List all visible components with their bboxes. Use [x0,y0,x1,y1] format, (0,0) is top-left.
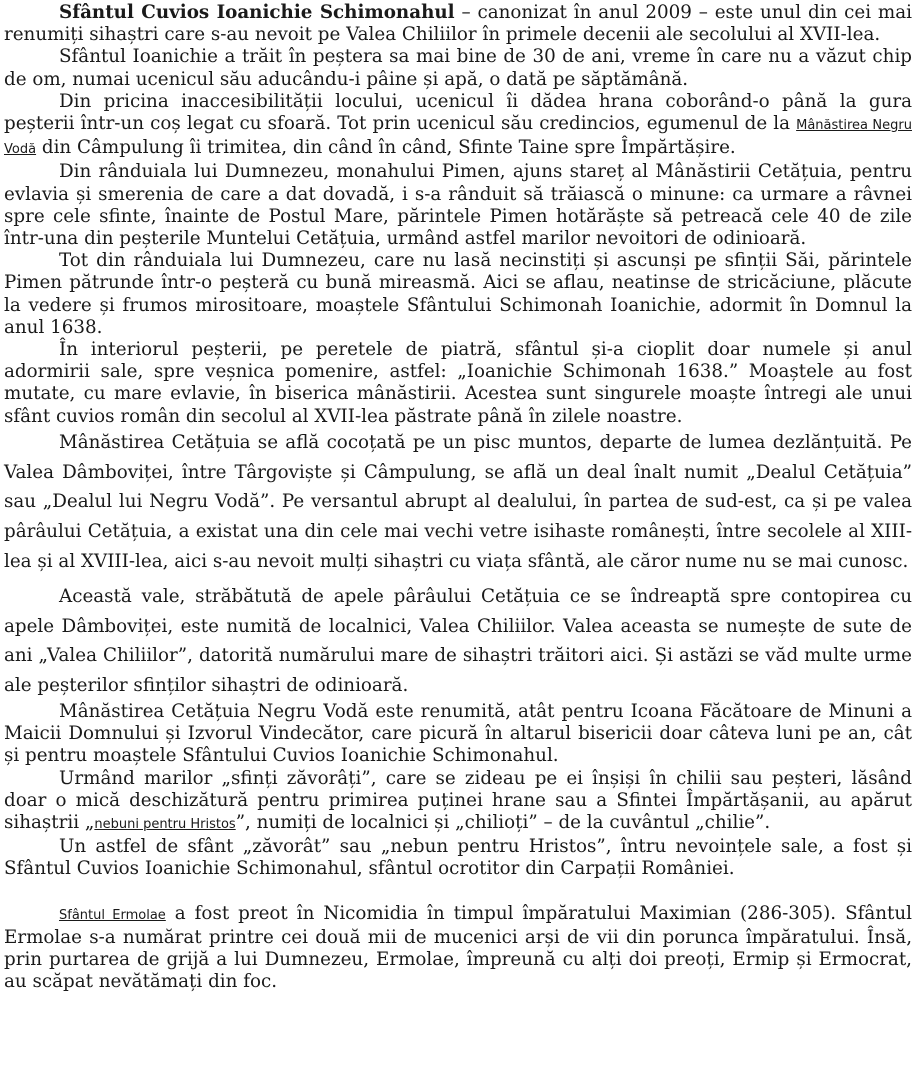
paragraph-inscription: În interiorul peșterii, pe peretele de piatră, sfântul și-a cioplit doar numele și anul adormirii sale, spre veșnica pomenire, astfel: „Ioanichie Schimonah 1638.” Moaștele au fost mutate, cu mare evlavie, în biserica mânăstirii. Acestea sunt singurele moaște întregi ale unui sfânt cuvios român din secolul al XVII-lea păstrate până în zilele noastre. [4,339,912,427]
negru-voda-monastery-link[interactable]: Mânăstirea Negru Vodă [4,118,912,158]
paragraph-disciple: Din pricina inaccesibilității locului, ucenicul îi dădea hrana coborând-o până la gura peșterii într-un coș legat cu sfoară. Tot prin ucenicul său credincios, egumenul de la Mânăstirea Negru Vodă din Câmpulung îi trimitea, din când în când, Sfinte Taine spre Împărtășire. [4,90,912,159]
saint-name-heading: Sfântul Cuvios Ioanichie Schimonahul [59,2,455,23]
intro-text: – canonizat în anul 2009 – este unul din cei mai renumiți sihaștri care s-au nevoit pe Valea Chiliilor în primele decenii ale secolului al XVII-lea. [4,2,913,46]
paragraph-patron-saint: Un astfel de sfânt „zăvorât” sau „nebun pentru Hristos”, întru nevoințele sale, a fost și Sfântul Cuvios Ioanichie Schimonahul, sfântul ocrotitor din Carpații României. [4,836,912,880]
paragraph-ermolae: Sfântul Ermolae a fost preot în Nicomidia în timpul împăratului Maximian (286-305). Sfântul Ermolae s-a numărat printre cei două mii de mucenici arși de vii din porunca împăratului. Însă, prin purtarea de grijă a lui Dumnezeu, Ermolae, împreună cu alți doi preoți, Ermip și Ermocrat, au scăpat nevătămați din foc. [4,902,912,993]
paragraph-valley: Această vale, străbătută de apele pârâului Cetățuia ce se îndreaptă spre contopirea cu apele Dâmboviței, este numită de localnici, Valea Chiliilor. Valea aceasta se numește de sute de ani „Valea Chiliilor”, datorită numărului mare de sihaștri trăitori aici. Și astăzi se văd multe urme ale peșterilor sfinților sihaștri de odinioară. [4,585,912,697]
saint-ermolae-link[interactable]: Sfântul Ermolae [59,907,166,923]
paragraph-relics-found: Tot din rânduiala lui Dumnezeu, care nu lasă necinstiți și ascunși pe sfinții Săi, părintele Pimen pătrunde într-o peșteră cu bună mireasmă. Aici se aflau, neatinse de stricăciune, plăcute la vedere și frumos mirositoare, moaștele Sfântului Schimonah Ioanichie, adormit în Domnul la anul 1638. [4,250,912,338]
paragraph-cave-life: Sfântul Ioanichie a trăit în peștera sa mai bine de 30 de ani, vreme în care nu a văzut chip de om, numai ucenicul său aducându-i pâine și apă, o dată pe săptămână. [4,46,912,90]
paragraph-pimen: Din rânduiala lui Dumnezeu, monahului Pimen, ajuns stareț al Mânăstirii Cetățuia, pentru evlavia și smerenia de care a dat dovadă, i s-a rânduit să trăiască o minune: ca urmare a râvnei spre cele sfinte, înainte de Postul Mare, părintele Pimen hotărăște să petreacă cele 40 de zile într-una din peșterile Muntelui Cetățuia, urmând astfel marilor nevoitori de odinioară. [4,161,912,250]
paragraph-monastery-location: Mânăstirea Cetățuia se află cocoțată pe un pisc muntos, departe de lumea dezlănțuită. Pe Valea Dâmboviței, între Târgoviște și Câmpulung, se află un deal înalt numit „Dealul Cetățuia” sau „Dealul lui Negru Vodă”. Pe versantul abrupt al dealului, în partea de sud-est, ca și pe valea pârâului Cetățuia, a existat una din cele mai vechi vetre isihaste românești, între secolele al XIII-lea și al XVIII-lea, aici s-au nevoit mulți sihaștri cu viața sfântă, ale căror nume nu se mai cunosc. [4,431,912,573]
paragraph-intro [4,2,912,46]
fools-for-christ-link[interactable]: nebuni pentru Hristos [94,817,236,833]
paragraph-recluses: Urmând marilor „sfinți zăvorâți”, care se zideau pe ei înșiși în chilii sau peșteri, lăsând doar o mică deschizătură pentru primirea puținei hrane sau a Sfintei Împărtășanii, au apărut sihaștrii „nebuni pentru Hristos”, numiți de localnici și „chilioți” – de la cuvântul „chilie”. [4,767,912,834]
paragraph-monastery-fame: Mânăstirea Cetățuia Negru Vodă este renumită, atât pentru Icoana Făcătoare de Minuni a Maicii Domnului și Izvorul Vindecător, care picură în altarul bisericii doar câteva luni pe an, cât și pentru moaștele Sfântului Cuvios Ioanichie Schimonahul. [4,701,912,767]
